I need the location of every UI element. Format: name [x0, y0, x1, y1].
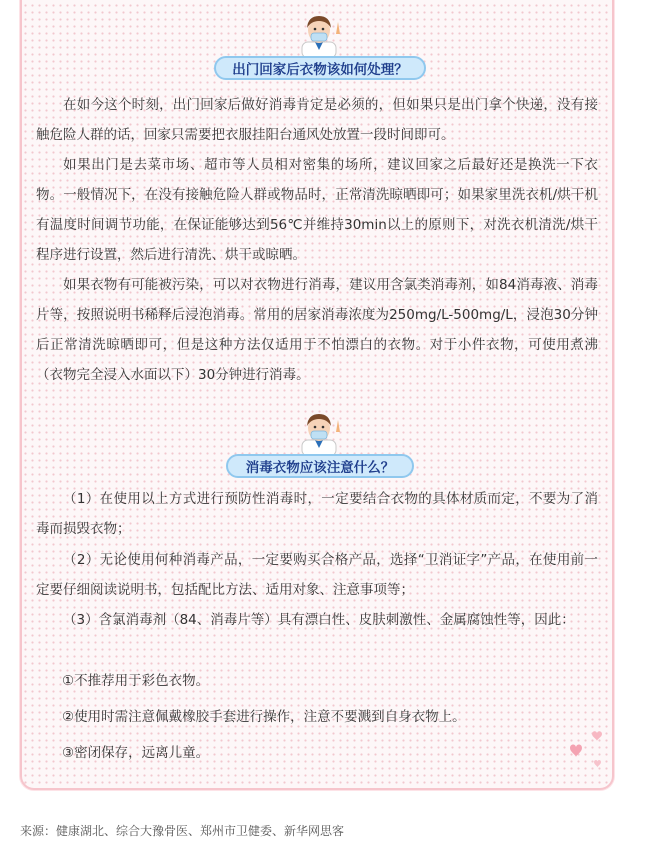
- paragraph: 在如今这个时刻，出门回家后做好消毒肯定是必须的，但如果只是出门拿个快递，没有接触危险人群的话，回家只需要把衣服挂阳台通风处放置一段时间即可。: [36, 97, 598, 143]
- section-title-pill: 出门回家后衣物该如何处理？: [214, 56, 426, 80]
- paragraph: （1）在使用以上方式进行预防性消毒时，一定要结合衣物的具体材质而定，不要为了消毒而损毁衣物；: [36, 491, 598, 537]
- list-item: ③密闭保存，远离儿童。: [62, 745, 210, 761]
- paragraph: （2）无论使用何种消毒产品，一定要购买合格产品，选择“卫消证字”产品，在使用前一定要仔细阅读说明书，包括配比方法、适用对象、注意事项等；: [36, 552, 598, 598]
- section-header-precautions: [0, 410, 650, 480]
- doctor-with-mask-icon: [294, 12, 344, 58]
- source-credit: 来源：健康湖北、综合大豫骨医、郑州市卫健委、新华网思客: [20, 824, 345, 838]
- section-title-pill: 消毒衣物应该注意什么？: [226, 454, 414, 478]
- paragraph: 如果出门是去菜市场、超市等人员相对密集的场所，建议回家之后最好还是换洗一下衣物。一般情况下，在没有接触危险人群或物品时，正常清洗晾晒即可；如果家里洗衣机/烘干机有温度时间调节功能，在保证能够达到56℃并维持30min以上的原则下，对洗衣机清洗/烘干程序进行设置，然后进行清洗、烘干或晾晒。: [36, 157, 598, 263]
- paragraph: 如果衣物有可能被污染，可以对衣物进行消毒，建议用含氯类消毒剂，如84消毒液、消毒片等，按照说明书稀释后浸泡消毒。常用的居家消毒浓度为250mg/L-500mg/L，浸泡30分钟后正常清洗晾晒即可，但是这种方法仅适用于不怕漂白的衣物。对于小件衣物，可使用煮沸（衣物完全浸入水面以下）30分钟进行消毒。: [36, 277, 598, 383]
- hearts-icon: [560, 728, 610, 776]
- section-header-clothing: [0, 12, 650, 82]
- paragraph: （3）含氯消毒剂（84、消毒片等）具有漂白性、皮肤刺激性、金属腐蚀性等，因此：: [63, 612, 575, 628]
- doctor-with-mask-icon: [294, 410, 344, 456]
- list-item: ①不推荐用于彩色衣物。: [62, 673, 210, 689]
- list-item: ②使用时需注意佩戴橡胶手套进行操作，注意不要溅到自身衣物上。: [62, 709, 466, 725]
